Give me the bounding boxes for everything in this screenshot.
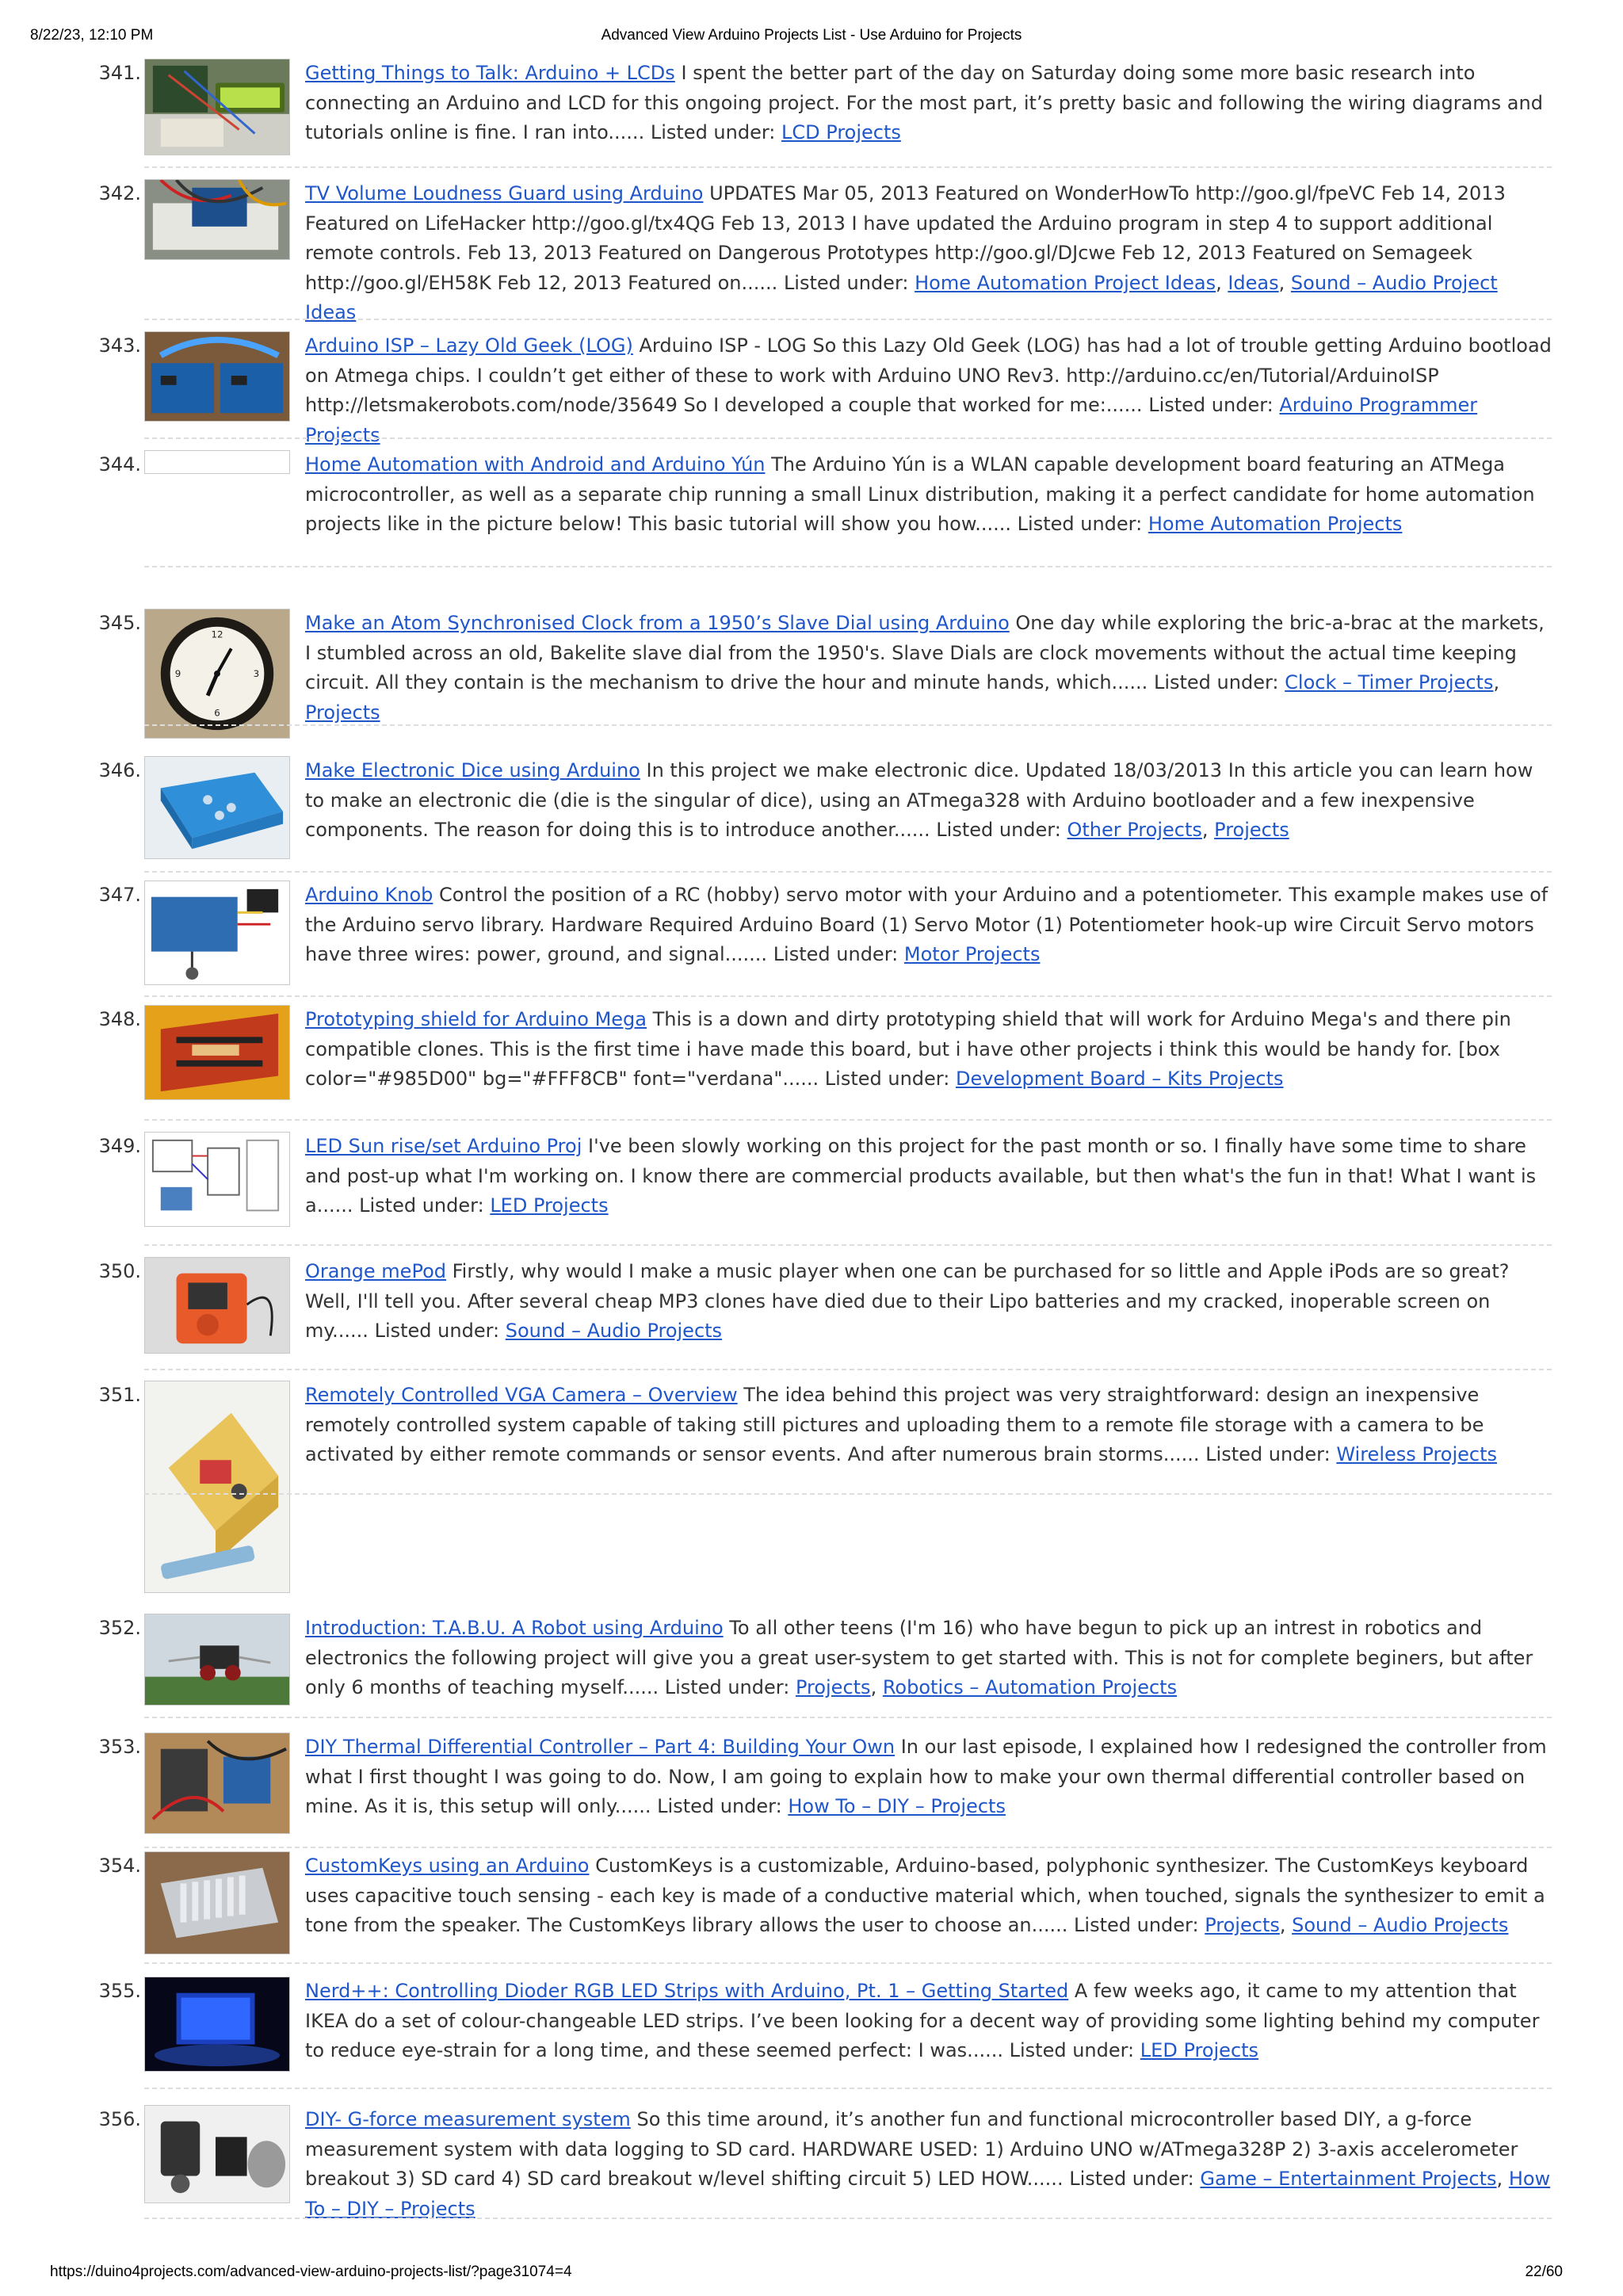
project-thumbnail[interactable] <box>144 59 290 155</box>
project-description: To all other teens (I'm 16) who have begun to pick up an intrest in robotics and electronics the following project will give you a great user-system to get started with. This is not for complete beginers, but after only 6 months of teaching myself...... <box>305 1617 1533 1698</box>
entry-divider <box>144 566 1552 567</box>
entry-number: 355. <box>98 1980 141 2002</box>
project-title-link[interactable]: DIY Thermal Differential Controller – Part 4: Building Your Own <box>305 1736 896 1758</box>
entry-text <box>305 1381 1553 1470</box>
print-header <box>0 27 1623 49</box>
entry-number: 345. <box>98 612 141 634</box>
listed-under-label: Listed under: <box>936 819 1061 841</box>
category-link[interactable]: LED Projects <box>1140 2039 1259 2061</box>
project-description: UPDATES Mar 05, 2013 Featured on WonderHowTo http://goo.gl/fpeVC Feb 14, 2013 Featured on LifeHacker http://goo.gl/tx4QG Feb 13, 2013 I have updated the Arduino program in step 4 to support additional remote controls. Feb 13, 2013 Featured on Dangerous Prototypes http://goo.gl/DJcwe Feb 12, 2013 Featured on Semageek http://goo.gl/EH58K Feb 12, 2013 Featured on...... <box>305 182 1506 294</box>
project-title-link[interactable]: LED Sun rise/set Arduino Proj <box>305 1135 582 1157</box>
listed-under-label: Listed under: <box>1069 2168 1194 2190</box>
project-thumbnail[interactable] <box>144 2105 290 2203</box>
entry-text <box>305 1132 1553 1221</box>
category-link[interactable]: Projects <box>795 1676 871 1698</box>
category-link[interactable]: Clock – Timer Projects <box>1285 671 1494 693</box>
project-description: Firstly, why would I make a music player when one can be purchased for so little and Apple iPods are so great? Well, I'll tell you. After several cheap MP3 clones have died due to their Lipo batteries and my cracked, inoperable screen on my...... <box>305 1260 1510 1342</box>
category-link[interactable]: Development Board – Kits Projects <box>955 1068 1284 1090</box>
entry-divider <box>144 319 1552 320</box>
entry-divider <box>144 437 1552 439</box>
entry-text: Make an Atom Synchronised Clock from a 1950’s Slave Dial using Arduino One day while exploring the bric-a-brac at the markets, I stumbled across an old, Bakelite slave dial from the 1950's. Slave Dials are clock movements without the actual time keeping circuit. All they contain is the mechanism to drive the hour and minute hands, which...... Listed under: Clock – Timer Projects, Projects <box>305 612 1545 724</box>
entry-text: TV Volume Loudness Guard using Arduino UPDATES Mar 05, 2013 Featured on WonderHowTo http://goo.gl/fpeVC Feb 14, 2013 Featured on LifeHacker http://goo.gl/tx4QG Feb 13, 2013 I have updated the Arduino program in step 4 to support additional remote controls. Feb 13, 2013 Featured on Dangerous Prototypes http://goo.gl/DJcwe Feb 12, 2013 Featured on Semageek http://goo.gl/EH58K Feb 12, 2013 Featured on...... Listed under: Home Automation Project Ideas, Ideas, Sound – Audio Project Ideas <box>305 182 1506 323</box>
listed-under-label: Listed under: <box>1017 513 1143 535</box>
project-title-link[interactable]: Introduction: T.A.B.U. A Robot using Arduino <box>305 1617 724 1639</box>
category-link[interactable]: Arduino Programmer Projects <box>305 394 1478 446</box>
entry-number: 347. <box>98 884 141 906</box>
project-title-link[interactable]: Arduino ISP – Lazy Old Geek (LOG) <box>305 334 633 357</box>
entry-number: 353. <box>98 1736 141 1758</box>
project-description: So this time around, it’s another fun and functional microcontroller based DIY, a g-force measurement system with data logging to SD card. HARDWARE USED: 1) Arduino UNO w/ATmega328P 2) 3-axis accelerometer breakout 3) SD card 4) SD card breakout w/level shifting circuit 5) LED HOW...... <box>305 2108 1518 2190</box>
listed-under-label: Listed under: <box>1148 394 1274 416</box>
category-link[interactable]: Sound – Audio Project Ideas <box>305 271 1498 323</box>
entry-text <box>305 1257 1553 1347</box>
svg-text:12: 12 <box>211 628 223 640</box>
entry-number: 343. <box>98 334 141 357</box>
entry-divider <box>144 1244 1552 1246</box>
entry-divider <box>144 1369 1552 1370</box>
project-thumbnail[interactable] <box>144 881 290 985</box>
listed-under-label: Listed under: <box>1205 1443 1331 1465</box>
listed-under-label: Listed under: <box>359 1194 484 1217</box>
category-link[interactable]: Home Automation Project Ideas <box>915 271 1216 294</box>
entry-number: 351. <box>98 1384 141 1406</box>
category-link[interactable]: Projects <box>1214 819 1289 841</box>
category-link[interactable]: LED Projects <box>490 1194 609 1217</box>
project-description: I've been slowly working on this project for the past month or so. I finally have some time to share and post-up what I'm working on. I know there are commercial products available, but then what's the fun in that! What I want is a...... <box>305 1135 1537 1217</box>
listed-under-label: Listed under: <box>1074 1914 1199 1936</box>
category-link[interactable]: Sound – Audio Projects <box>1292 1914 1509 1936</box>
project-title-link[interactable]: CustomKeys using an Arduino <box>305 1855 590 1877</box>
category-link[interactable]: Game – Entertainment Projects <box>1200 2168 1497 2190</box>
listed-under-label: Listed under: <box>650 121 776 143</box>
entry-text <box>305 881 1553 970</box>
project-description: One day while exploring the bric-a-brac at the markets, I stumbled across an old, Bakelite slave dial from the 1950's. Slave Dials are clock movements without the actual time keeping circuit. All they contain is the mechanism to drive the hour and minute hands, which...... <box>305 612 1545 693</box>
category-link[interactable]: Motor Projects <box>903 943 1041 965</box>
print-page-number: 22/60 <box>1525 2264 1563 2280</box>
entry-text: Introduction: T.A.B.U. A Robot using Arduino To all other teens (I'm 16) who have begun to pick up an intrest in robotics and electronics the following project will give you a great user-system to get started with. This is not for complete beginers, but after only 6 months of teaching myself...... Listed under: Projects, Robotics – Automation Projects <box>305 1617 1533 1698</box>
project-description: I spent the better part of the day on Saturday doing some more basic research into connecting an Arduino and LCD for this ongoing project. For the most part, it’s pretty basic and following the wiring diagrams and tutorials online is fine. I ran into...... <box>305 62 1543 143</box>
project-description: The idea behind this project was very straightforward: design an inexpensive remotely controlled system capable of taking still pictures and uploading them to a remote file storage with a camera to be activated by either remote commands or sensor events. And after numerous brain storms...... <box>305 1384 1484 1465</box>
project-title-link[interactable]: DIY- G-force measurement system <box>305 2108 631 2130</box>
entry-divider <box>144 1493 1552 1495</box>
entry-text: DIY- G-force measurement system So this time around, it’s another fun and functional microcontroller based DIY, a g-force measurement system with data logging to SD card. HARDWARE USED: 1) Arduino UNO w/ATmega328P 2) 3-axis accelerometer breakout 3) SD card 4) SD card breakout w/level shifting circuit 5) LED HOW...... Listed under: Game – Entertainment Projects, How To – DIY – Projects <box>305 2108 1551 2220</box>
entry-divider <box>144 871 1552 873</box>
entry-divider <box>144 1119 1552 1121</box>
entry-text <box>305 1005 1553 1095</box>
entry-text: CustomKeys using an Arduino CustomKeys is a customizable, Arduino-based, polyphonic synthesizer. The CustomKeys keyboard uses capacitive touch sensing - each key is made of a conductive material which, when touched, signals the synthesizer to emit a tone from the speaker. The CustomKeys library allows the user to choose an...... Listed under: Projects, Sound – Audio Projects <box>305 1855 1545 1936</box>
category-link[interactable]: Projects <box>1205 1914 1280 1936</box>
entry-number: 348. <box>98 1008 141 1030</box>
project-title-link[interactable]: Nerd++: Controlling Dioder RGB LED Strips with Arduino, Pt. 1 – Getting Started <box>305 1980 1069 2002</box>
category-link[interactable]: How To – DIY – Projects <box>305 2168 1551 2220</box>
project-thumbnail[interactable] <box>144 1005 290 1100</box>
listed-under-label: Listed under: <box>1009 2039 1135 2061</box>
listed-under-label: Listed under: <box>783 271 909 294</box>
category-link[interactable]: Home Automation Projects <box>1148 513 1403 535</box>
category-link[interactable]: Ideas <box>1228 271 1279 294</box>
project-title-link[interactable]: Home Automation with Android and Arduino Yún <box>305 453 766 476</box>
entry-text <box>305 59 1553 148</box>
project-description: The Arduino Yún is a WLAN capable development board featuring an ATMega microcontroller, as well as a separate chip running a small Linux distribution, making it a perfect candidate for home automation projects like in the picture below! This basic tutorial will show you how...... <box>305 453 1535 535</box>
project-title-link[interactable]: Arduino Knob <box>305 884 433 906</box>
entry-text: Make Electronic Dice using Arduino In this project we make electronic dice. Updated 18/03/2013 In this article you can learn how to make an electronic die (die is the singular of dice), using an ATmega328 with Arduino bootloader and a few inexpensive components. The reason for doing this is to introduce another...... Listed under: Other Projects, Projects <box>305 759 1533 841</box>
category-link[interactable]: Robotics – Automation Projects <box>882 1676 1178 1698</box>
project-description: CustomKeys is a customizable, Arduino-based, polyphonic synthesizer. The CustomKeys keyboard uses capacitive touch sensing - each key is made of a conductive material which, when touched, signals the synthesizer to emit a tone from the speaker. The CustomKeys library allows the user to choose an...... <box>305 1855 1545 1936</box>
entry-divider <box>144 2218 1552 2219</box>
project-thumbnail[interactable] <box>144 1257 290 1354</box>
project-title-link[interactable]: Getting Things to Talk: Arduino + LCDs <box>305 62 675 84</box>
entry-text <box>305 1733 1553 1822</box>
entry-number: 356. <box>98 2108 141 2130</box>
category-link[interactable]: Sound – Audio Projects <box>505 1320 723 1342</box>
category-link[interactable]: LCD Projects <box>781 121 901 143</box>
entry-text <box>305 450 1553 540</box>
print-url: https://duino4projects.com/advanced-view-arduino-projects-list/?page31074=4 <box>50 2264 572 2280</box>
entry-number: 341. <box>98 62 141 84</box>
entry-divider <box>144 1962 1552 1964</box>
project-thumbnail[interactable] <box>144 756 290 859</box>
project-description: Control the position of a RC (hobby) servo motor with your Arduino and a potentiometer. This example makes use of the Arduino servo library. Hardware Required Arduino Board (1) Servo Motor (1) Potentiometer hook-up wire Circuit Servo motors have three wires: power, ground, and signal....... <box>305 884 1549 965</box>
category-link[interactable]: How To – DIY – Projects <box>788 1795 1006 1817</box>
project-title-link[interactable]: Make Electronic Dice using Arduino <box>305 759 640 781</box>
project-title-link[interactable]: TV Volume Loudness Guard using Arduino <box>305 182 704 204</box>
project-thumbnail[interactable] <box>144 1977 290 2072</box>
project-title-link[interactable]: Make an Atom Synchronised Clock from a 1950’s Slave Dial using Arduino <box>305 612 1010 634</box>
project-title-link[interactable]: Prototyping shield for Arduino Mega <box>305 1008 647 1030</box>
entry-divider <box>144 724 1552 726</box>
entry-divider <box>144 1717 1552 1718</box>
project-title-link[interactable]: Remotely Controlled VGA Camera – Overview <box>305 1384 738 1406</box>
project-title-link[interactable]: Orange mePod <box>305 1260 446 1282</box>
project-thumbnail[interactable] <box>144 450 290 474</box>
project-description: In this project we make electronic dice. Updated 18/03/2013 In this article you can learn how to make an electronic die (die is the singular of dice), using an ATmega328 with Arduino bootloader and a few inexpensive components. The reason for doing this is to introduce another...... <box>305 759 1533 841</box>
listed-under-label: Listed under: <box>773 943 899 965</box>
entry-number: 344. <box>98 453 141 476</box>
svg-text:6: 6 <box>214 707 220 719</box>
category-link[interactable]: Projects <box>305 701 380 724</box>
project-thumbnail[interactable] <box>144 609 290 739</box>
entry-number: 354. <box>98 1855 141 1877</box>
listed-under-label: Listed under: <box>664 1676 790 1698</box>
project-description: In our last episode, I explained how I redesigned the controller from what I first thought I was going to do. Now, I am going to explain how to make your own thermal differential controller based on mine. As it is, this setup will only...... <box>305 1736 1547 1817</box>
entry-divider <box>144 1847 1552 1848</box>
project-thumbnail[interactable] <box>144 1851 290 1954</box>
print-page-title: Advanced View Arduino Projects List - Use Arduino for Projects <box>601 27 1022 44</box>
category-link[interactable]: Wireless Projects <box>1336 1443 1498 1465</box>
svg-text:3: 3 <box>253 667 260 679</box>
entry-number: 350. <box>98 1260 141 1282</box>
project-description: A few weeks ago, it came to my attention that IKEA do a set of colour-changeable LED strips. I’ve been looking for a decent way of providing some lighting behind my computer to reduce eye-strain for a long time, and these seemed perfect: I was...... <box>305 1980 1540 2061</box>
entry-number: 349. <box>98 1135 141 1157</box>
entry-divider <box>144 2088 1552 2089</box>
project-thumbnail[interactable] <box>144 1381 290 1593</box>
project-description: Arduino ISP - LOG So this Lazy Old Geek (LOG) has had a lot of trouble getting Arduino bootload on Atmega chips. I couldn’t get either of these to work with Arduino UNO Rev3. http://arduino.cc/en/Tutorial/ArduinoISP http://letsmakerobots.com/node/35649 So I developed a couple that worked for me:...... <box>305 334 1552 416</box>
entry-divider <box>144 995 1552 997</box>
listed-under-label: Listed under: <box>374 1320 500 1342</box>
project-thumbnail[interactable] <box>144 1614 290 1706</box>
project-thumbnail[interactable] <box>144 1733 290 1834</box>
listed-under-label: Listed under: <box>657 1795 782 1817</box>
entry-text <box>305 331 1553 450</box>
entry-number: 342. <box>98 182 141 204</box>
project-thumbnail[interactable] <box>144 331 290 422</box>
listed-under-label: Listed under: <box>824 1068 950 1090</box>
entry-divider <box>144 166 1552 168</box>
project-description: This is a down and dirty prototyping shield that will work for Arduino Mega's and there pin compatible clones. This is the first time i have made this board, but i have other projects i think this would be handy for. [box color="#985D00" bg="#FFF8CB" font="verdana"...... <box>305 1008 1511 1090</box>
entry-number: 352. <box>98 1617 141 1639</box>
print-datetime: 8/22/23, 12:10 PM <box>30 27 154 44</box>
print-footer <box>0 2264 1623 2286</box>
project-thumbnail[interactable] <box>144 179 290 260</box>
listed-under-label: Listed under: <box>1153 671 1279 693</box>
category-link[interactable]: Other Projects <box>1067 819 1202 841</box>
svg-text:9: 9 <box>174 667 181 679</box>
entry-text <box>305 1977 1553 2066</box>
entry-number: 346. <box>98 759 141 781</box>
project-thumbnail[interactable] <box>144 1132 290 1227</box>
